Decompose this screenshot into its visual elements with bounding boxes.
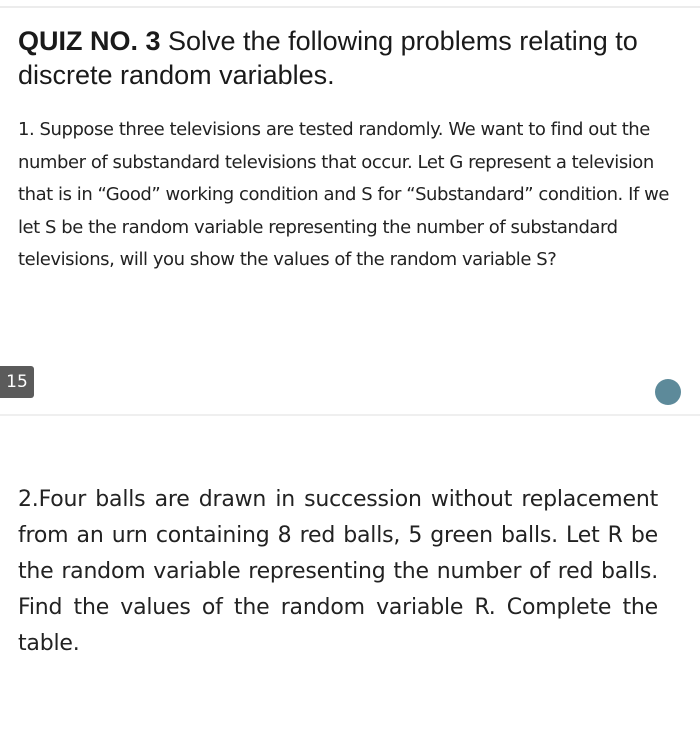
- top-divider: [0, 6, 700, 8]
- score-badge: 15: [0, 366, 34, 398]
- section-divider: [0, 414, 700, 416]
- problem-2-text: 2.Four balls are drawn in succession without replacement from an urn containing 8 red balls, 5 green balls. Let R be the random variable representing the number of red balls. Find the values of the random variable R. Complete the table.: [18, 487, 658, 656]
- quiz-title: [18, 24, 678, 92]
- quiz-title-instructions: Solve the following problems relating to discrete random variables.: [18, 26, 638, 90]
- problem-1-text: 1. Suppose three televisions are tested randomly. We want to find out the number of substandard televisions that occur. Let G represent a television that is in “Good” working condition and S for “Substandard” condition. If we let S be the random variable representing the number of substandard televisions, will you show the values of the random variable S?: [18, 119, 670, 270]
- status-dot-icon[interactable]: [655, 379, 681, 405]
- quiz-title-number: QUIZ NO. 3: [18, 26, 161, 56]
